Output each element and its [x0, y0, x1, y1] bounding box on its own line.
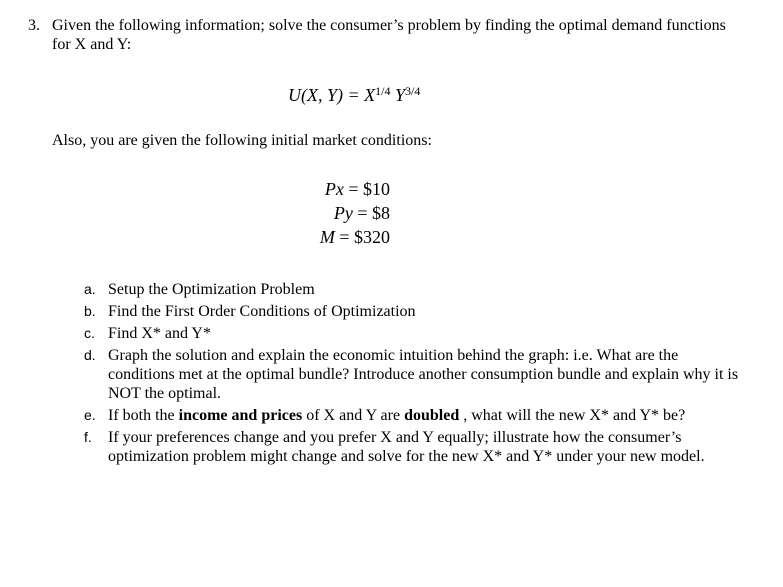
- task-text: Find X* and Y*: [108, 325, 211, 342]
- market-value: $10: [363, 179, 390, 199]
- market-eq: =: [343, 179, 363, 199]
- task-item-c: [84, 324, 744, 343]
- y-base: Y: [390, 85, 405, 105]
- market-var: Py: [333, 203, 353, 223]
- market-var: Px: [324, 179, 344, 199]
- utility-lhs: U(X, Y) = X: [288, 85, 376, 105]
- task-item-e: [84, 406, 744, 425]
- market-var: M: [319, 227, 335, 247]
- task-item-f: [84, 428, 744, 466]
- task-text-mid: of X and Y are: [302, 407, 405, 424]
- problem-number: 3.: [28, 17, 40, 34]
- task-item-b: [84, 302, 744, 321]
- task-text: [108, 407, 685, 424]
- market-row-m: [300, 225, 390, 249]
- task-letter: c.: [84, 325, 95, 341]
- task-text: Find the First Order Conditions of Optimization: [108, 303, 416, 320]
- task-item-d: [84, 346, 744, 403]
- market-row-py: [300, 201, 390, 225]
- task-text: Graph the solution and explain the economic intuition behind the graph: i.e. What are the conditions met at the optimal bundle? Introduce another consumption bundle and explain why it is NOT the optimal.: [108, 347, 739, 402]
- task-text: If your preferences change and you prefer X and Y equally; illustrate how the consumer’s optimization problem might change and solve for the new X* and Y* under your new model.: [108, 429, 705, 465]
- problem-stem: Given the following information; solve the consumer’s problem by finding the optimal demand functions for X and Y:: [52, 17, 726, 53]
- market-eq: =: [334, 227, 354, 247]
- task-text-post: , what will the new X* and Y* be?: [459, 407, 686, 424]
- market-value: $8: [372, 203, 390, 223]
- market-eq: =: [352, 203, 372, 223]
- market-conditions: [300, 177, 390, 249]
- utility-function: [288, 84, 420, 106]
- task-text-bold-income-prices: income and prices: [178, 407, 303, 424]
- market-row-px: [300, 177, 390, 201]
- market-intro: Also, you are given the following initial market conditions:: [52, 132, 432, 149]
- task-text-bold-doubled: doubled: [404, 407, 460, 424]
- task-list: [84, 280, 744, 469]
- y-exponent: 3/4: [405, 84, 421, 98]
- task-item-a: [84, 280, 744, 299]
- task-text: Setup the Optimization Problem: [108, 281, 315, 298]
- market-value: $320: [354, 227, 390, 247]
- task-letter: b.: [84, 303, 96, 319]
- task-letter: d.: [84, 347, 96, 363]
- task-letter: f.: [84, 429, 92, 445]
- task-letter: a.: [84, 281, 96, 297]
- x-exponent: 1/4: [375, 84, 391, 98]
- task-letter: e.: [84, 407, 96, 423]
- task-text-pre: If both the: [108, 407, 179, 424]
